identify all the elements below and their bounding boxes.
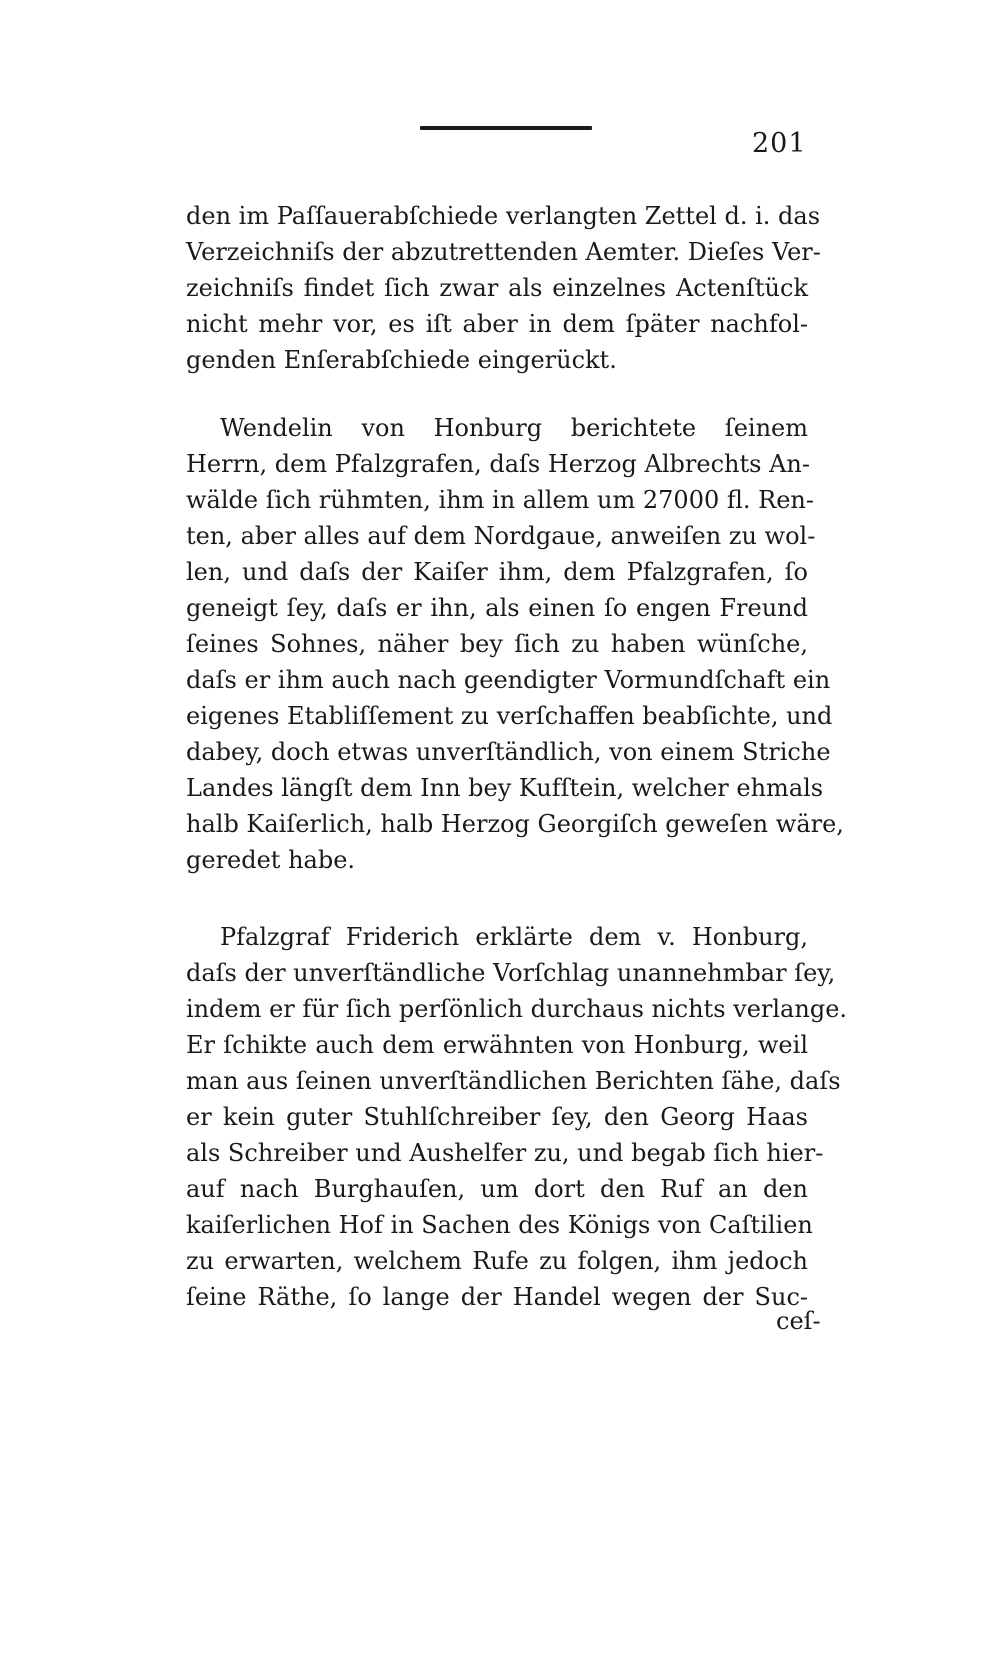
text-line: geredet habe. <box>186 846 356 874</box>
text-line: indem er für ſich perſönlich durchaus nichts verlange. <box>186 995 848 1023</box>
text-line: man aus ſeinen unverſtändlichen Berichten ſähe, daſs <box>186 1067 841 1095</box>
page-number: 201 <box>752 128 807 159</box>
text-line: Herrn, dem Pfalzgrafen, daſs Herzog Albrechts An- <box>186 450 810 478</box>
paragraph-3 <box>186 919 848 1315</box>
text-line: ſeine Räthe, ſo lange der Handel wegen der Suc- <box>186 1283 808 1311</box>
text-line: zu erwarten, welchem Rufe zu folgen, ihm jedoch <box>186 1247 808 1275</box>
text-line: ſeines Sohnes, näher bey ſich zu haben wünſche, <box>186 630 808 658</box>
text-line: Wendelin von Honburg berichtete ſeinem <box>220 414 808 442</box>
text-line: den im Paſſauerabſchiede verlangten Zettel d. i. das <box>186 202 821 230</box>
paragraph-2 <box>186 410 844 878</box>
text-line: daſs er ihm auch nach geendigter Vormundſchaft ein <box>186 666 831 694</box>
text-line: wälde ſich rühmten, ihm in allem um 27000 fl. Ren- <box>186 486 814 514</box>
text-line: Pfalzgraf Friderich erklärte dem v. Honburg, <box>220 923 808 951</box>
text-line: kaiſerlichen Hof in Sachen des Königs von Caſtilien <box>186 1211 813 1239</box>
text-line: zeichniſs findet ſich zwar als einzelnes Actenſtück <box>186 274 808 302</box>
text-line: auf nach Burghauſen, um dort den Ruf an den <box>186 1175 808 1203</box>
text-line: len, und daſs der Kaiſer ihm, dem Pfalzgrafen, ſo <box>186 558 808 586</box>
text-line: Verzeichniſs der abzutrettenden Aemter. Dieſes Ver- <box>186 238 821 266</box>
header-rule <box>420 126 592 130</box>
paragraph-1 <box>186 198 821 378</box>
text-line: halb Kaiſerlich, halb Herzog Georgiſch geweſen wäre, <box>186 810 844 838</box>
text-line: geneigt ſey, daſs er ihn, als einen ſo engen Freund <box>186 594 808 622</box>
text-line: Landes längſt dem Inn bey Kufſtein, welcher ehmals <box>186 774 824 802</box>
text-line: nicht mehr vor, es iſt aber in dem ſpäter nachfol- <box>186 310 808 338</box>
catchword: ceſ- <box>776 1307 821 1335</box>
text-line: Er ſchikte auch dem erwähnten von Honburg, weil <box>186 1031 808 1059</box>
text-line: eigenes Etabliſſement zu verſchaffen beabſichte, und <box>186 702 833 730</box>
text-line: ten, aber alles auf dem Nordgaue, anweiſen zu wol- <box>186 522 816 550</box>
text-line: als Schreiber und Aushelfer zu, und begab ſich hier- <box>186 1139 824 1167</box>
text-line: daſs der unverſtändliche Vorſchlag unannehmbar ſey, <box>186 959 836 987</box>
text-line: dabey, doch etwas unverſtändlich, von einem Striche <box>186 738 831 766</box>
text-line: genden Enſerabſchiede eingerückt. <box>186 346 617 374</box>
text-line: er kein guter Stuhlſchreiber ſey, den Georg Haas <box>186 1103 808 1131</box>
